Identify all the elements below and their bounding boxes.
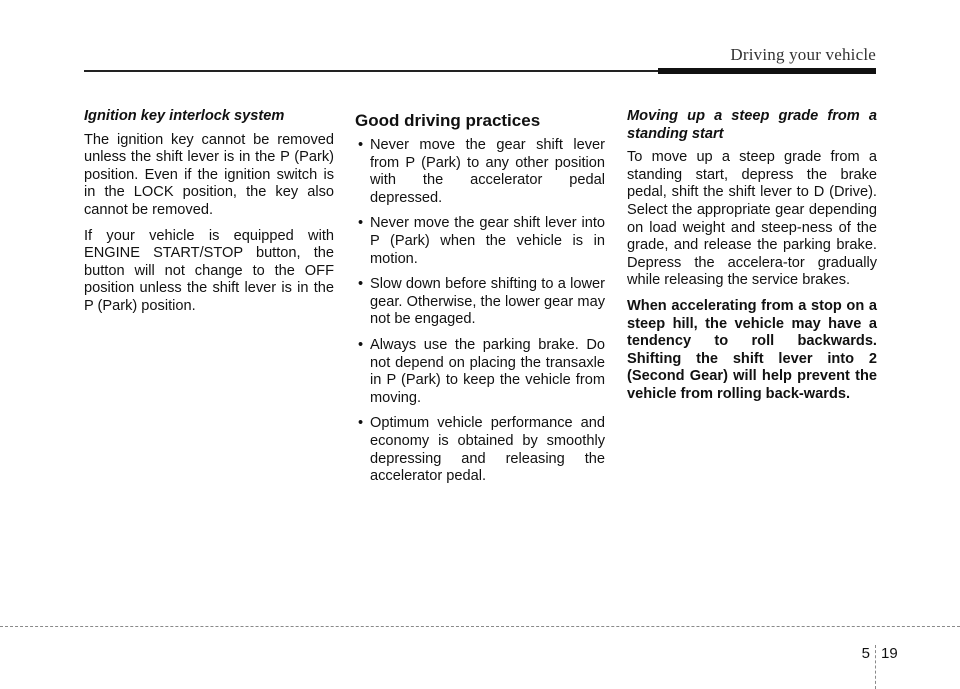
list-item: • Optimum vehicle performance and economy is obtained by smoothly depressing and releasing the accelerator pedal. <box>355 415 605 485</box>
list-item: • Never move the gear shift lever from P (Park) to any other position with the accelerator pedal depressed. <box>355 137 605 207</box>
steep-grade-heading: Moving up a steep grade from a standing start <box>627 108 877 142</box>
chapter-number: 5 <box>861 645 870 662</box>
list-item: • Never move the gear shift lever into P (Park) when the vehicle is in motion. <box>355 215 605 268</box>
header-rule-accent <box>658 68 876 74</box>
steep-grade-warning-paragraph: When accelerating from a stop on a steep hill, the vehicle may have a tendency to roll backwards. Shifting the shift lever into 2 (Second Gear) will help prevent the vehicle from rolling back-wards. <box>627 297 877 402</box>
list-item: • Always use the parking brake. Do not depend on placing the transaxle in P (Park) to keep the vehicle from moving. <box>355 337 605 407</box>
good-driving-practices-heading: Good driving practices <box>355 111 541 130</box>
steep-grade-paragraph: To move up a steep grade from a standing start, depress the brake pedal, shift the shift lever to D (Drive). Select the appropriate gear depending on load weight and steep-ness of the grade, and release the parking brake. Depress the accelera-tor gradually while releasing the service brakes. <box>627 149 877 289</box>
good-driving-practices-list <box>355 137 605 486</box>
column-steep-grade <box>627 108 877 412</box>
ignition-interlock-paragraph-2: If your vehicle is equipped with ENGINE START/STOP button, the button will not change to the OFF position unless the shift lever is in the P (Park) position. <box>84 227 334 314</box>
ignition-interlock-heading: Ignition key interlock system <box>84 108 285 124</box>
running-header-title: Driving your vehicle <box>730 45 876 64</box>
ignition-interlock-paragraph-1: The ignition key cannot be removed unless the shift lever is in the P (Park) position. Even if the ignition switch is in the LOCK position, the key also cannot be removed. <box>84 131 334 218</box>
page-number-separator <box>875 645 876 689</box>
column-ignition-interlock <box>84 108 334 324</box>
footer-rule <box>0 626 960 627</box>
list-item: • Slow down before shifting to a lower gear. Otherwise, the lower gear may not be engaged. <box>355 276 605 329</box>
page-number: 19 <box>881 645 898 662</box>
column-good-driving-practices <box>355 108 605 494</box>
